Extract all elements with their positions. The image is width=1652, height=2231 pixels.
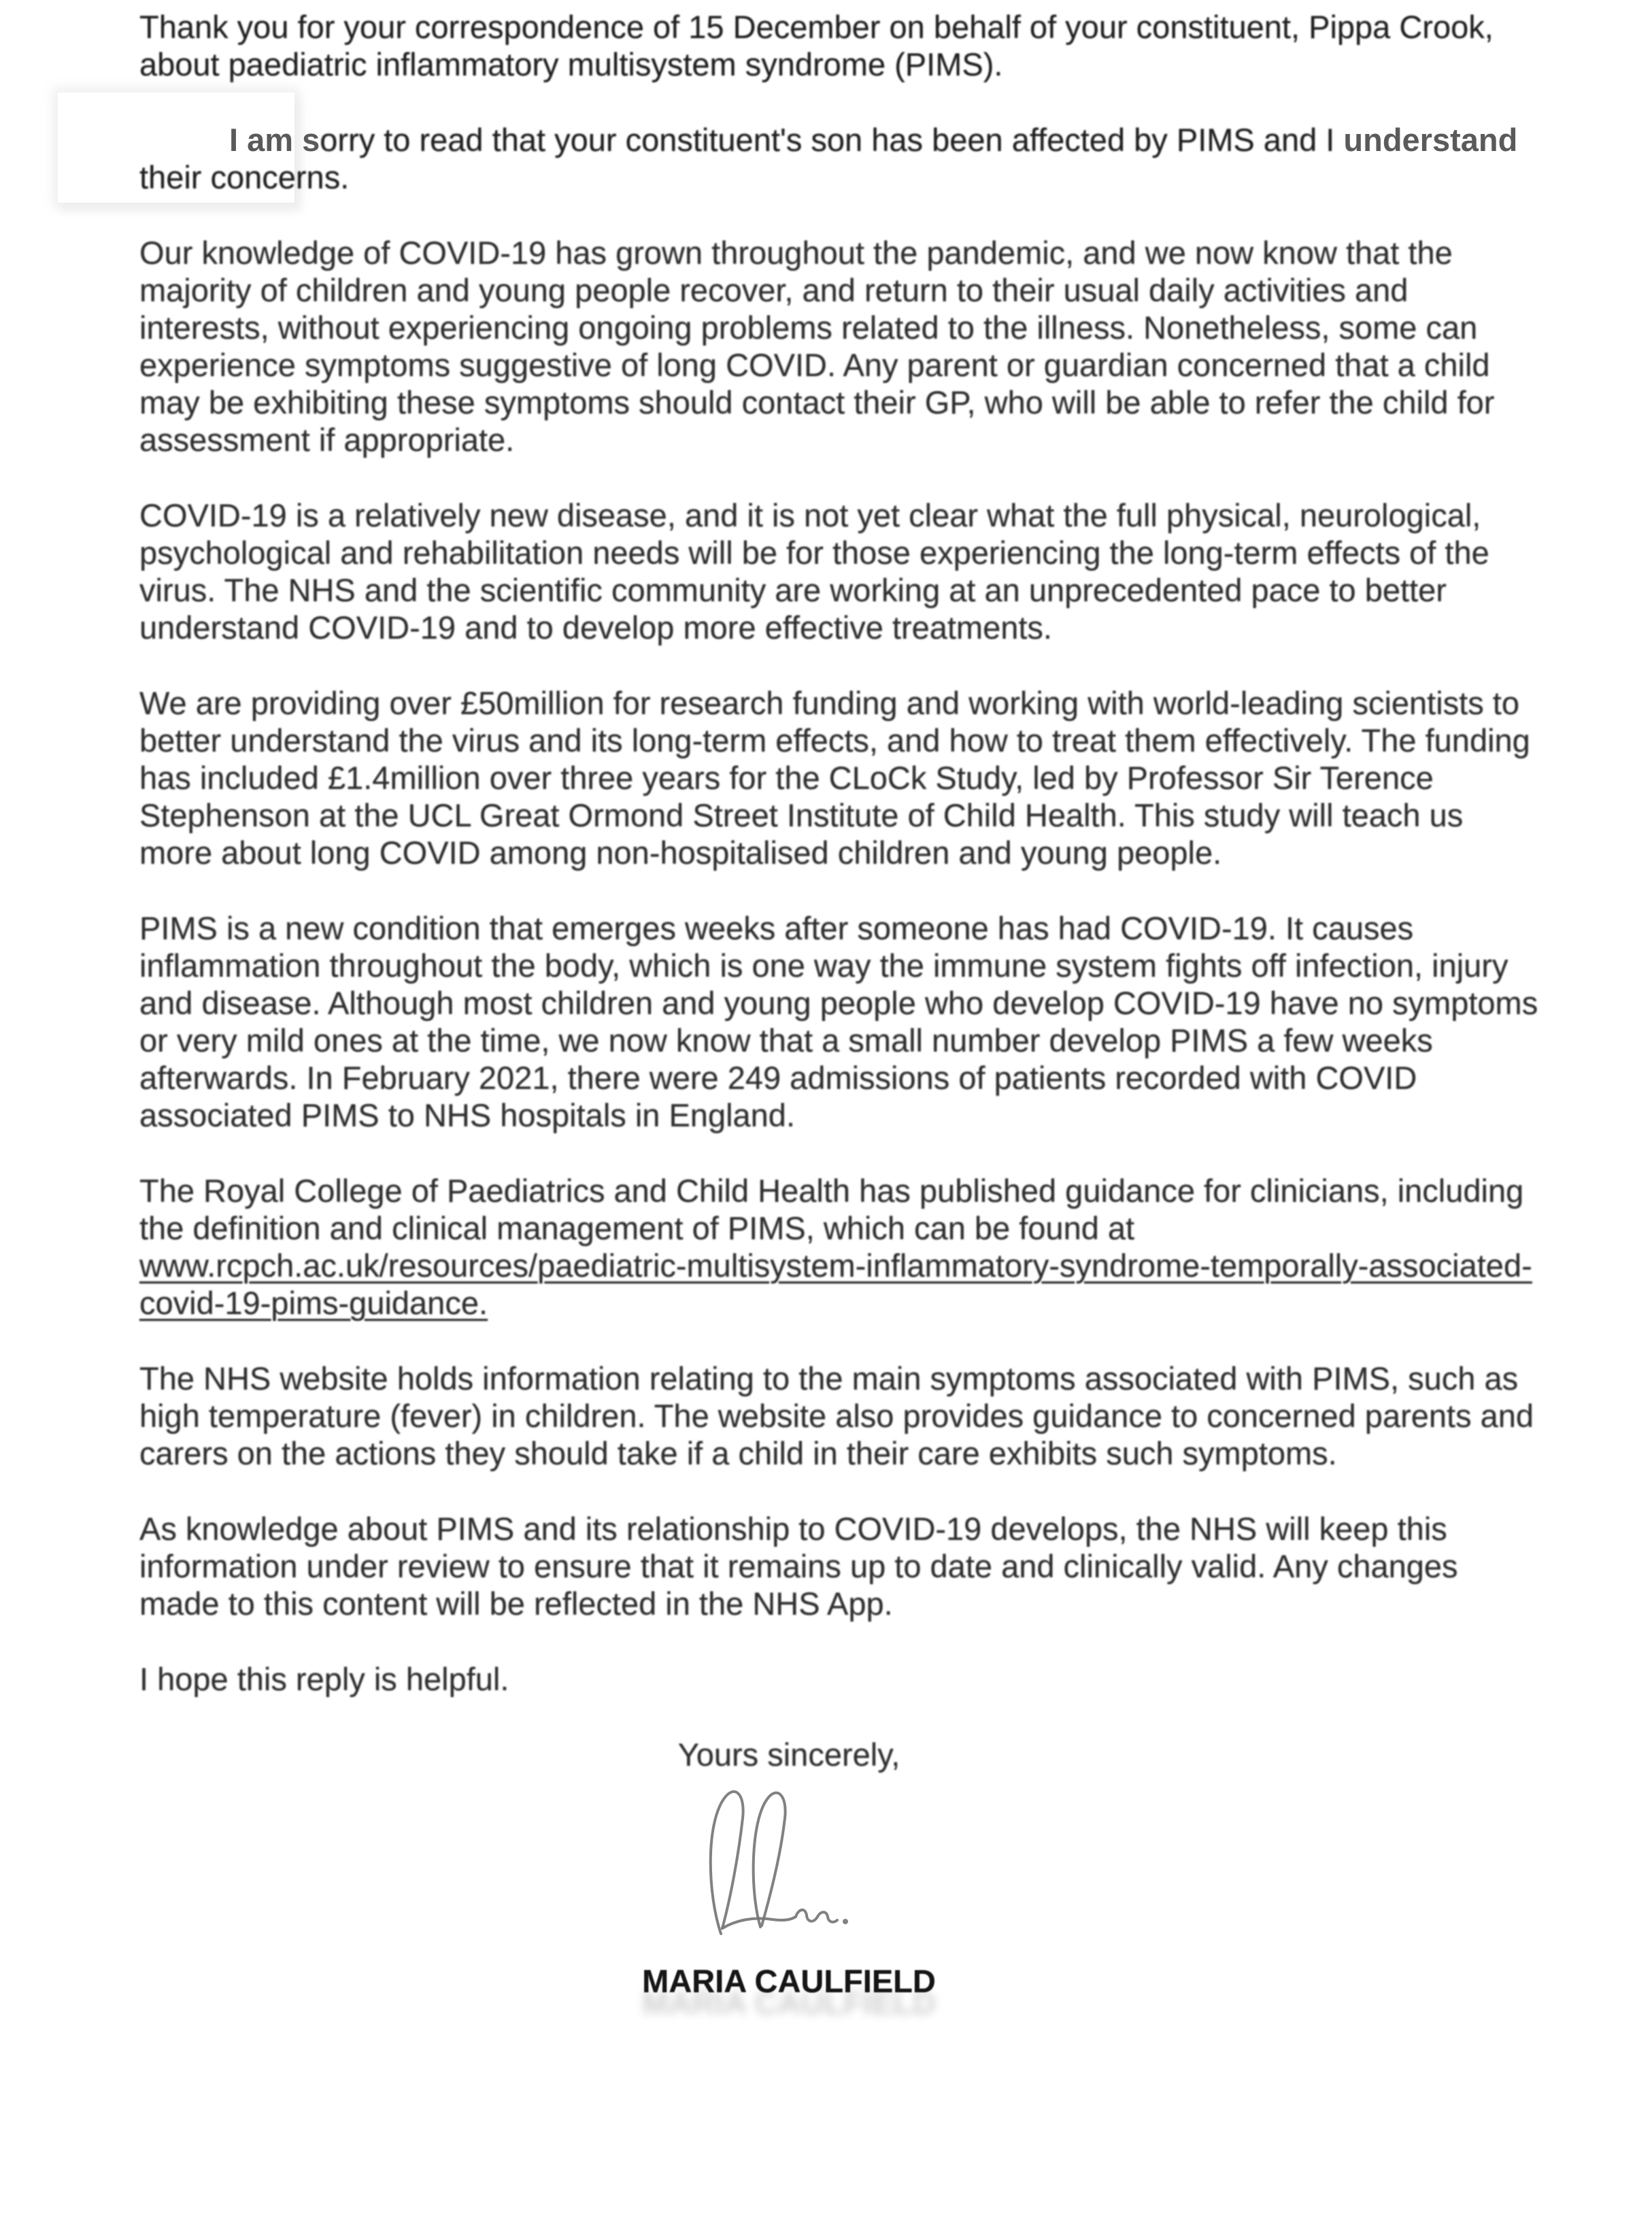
paragraph-pims-condition: PIMS is a new condition that emerges weeks after someone has had COVID-19. It causes inflammation throughout the body, which is one way the immune system fights off infection, injury and disease. Although most children and young people who develop COVID-19 have no symptoms or very mild ones at the time, we now know that a small number develop PIMS a few weeks afterwards. In February 2021, there were 249 admissions of patients recorded with COVID associated PIMS to NHS hospitals in England. — [139, 910, 1538, 1133]
paragraph-hope: I hope this reply is helpful. — [139, 1661, 509, 1697]
patched-overlay-text-2: understand — [1343, 122, 1518, 158]
paragraph-research-funding: We are providing over £50million for research funding and working with world-leading scientists to better understand the virus and its long-term effects, and how to treat them effectively. The funding has included £1.4million over three years for the CLoCk Study, led by Professor Sir Terence Stephenson at the UCL Great Ormond Street Institute of Child Health. This study will teach us more about long COVID among non-hospitalised children and young people. — [139, 685, 1530, 871]
paragraph-sorry-text-2: their concerns. — [139, 159, 350, 195]
signature-loops-icon — [687, 1783, 891, 1939]
paragraph-sorry — [139, 121, 1544, 196]
patched-overlay-text-1: I am s — [229, 122, 320, 158]
rcpch-guidance-text: The Royal College of Paediatrics and Child Health has published guidance for clinicians, including the definition and clinical management of PIMS, which can be found at — [139, 1173, 1524, 1246]
paragraph-review: As knowledge about PIMS and its relationship to COVID-19 develops, the NHS will keep this information under review to ensure that it remains up to date and clinically valid. Any changes made to this content will be reflected in the NHS App. — [139, 1511, 1458, 1622]
paragraph-covid-knowledge: Our knowledge of COVID-19 has grown throughout the pandemic, and we now know that the majority of children and young people recover, and return to their usual daily activities and interests, without experiencing ongoing problems related to the illness. Nonetheless, some can experience symptoms suggestive of long COVID. Any parent or guardian concerned that a child may be exhibiting these symptoms should contact their GP, who will be able to refer the child for assessment if appropriate. — [139, 235, 1495, 458]
handwritten-signature — [687, 1783, 891, 1939]
paragraph-nhs-website: The NHS website holds information relating to the main symptoms associated with PIMS, such as high temperature (fever) in children. The website also provides guidance to concerned parents and carers on the actions they should take if a child in their care exhibits such symptoms. — [139, 1360, 1534, 1471]
signatory-name: MARIA CAULFIELD — [642, 1963, 936, 1999]
paragraph-new-disease: COVID-19 is a relatively new disease, and it is not yet clear what the full physical, neurological, psychological and rehabilitation needs will be for those experiencing the long-term effects of the virus. The NHS and the scientific community are working at an unprecedented pace to better understand COVID-19 and to develop more effective treatments. — [139, 497, 1489, 645]
paragraph-sorry-text-1: orry to read that your constituent's son has been affected by PIMS and I — [320, 122, 1344, 158]
paragraph-thank-you: Thank you for your correspondence of 15 December on behalf of your constituent, Pippa Crook, about paediatric inflammatory multisystem syndrome (PIMS). — [139, 9, 1494, 82]
rcpch-guidance-link[interactable]: www.rcpch.ac.uk/resources/paediatric-multisystem-inflammatory-syndrome-temporally-associated-covid-19-pims-guidance. — [139, 1247, 1532, 1321]
closing-salutation: Yours sincerely, — [677, 1737, 900, 1773]
signature-ink-dot — [843, 1919, 848, 1924]
letter-body — [139, 8, 1544, 2000]
paragraph-rcpch-guidance — [139, 1172, 1544, 1322]
